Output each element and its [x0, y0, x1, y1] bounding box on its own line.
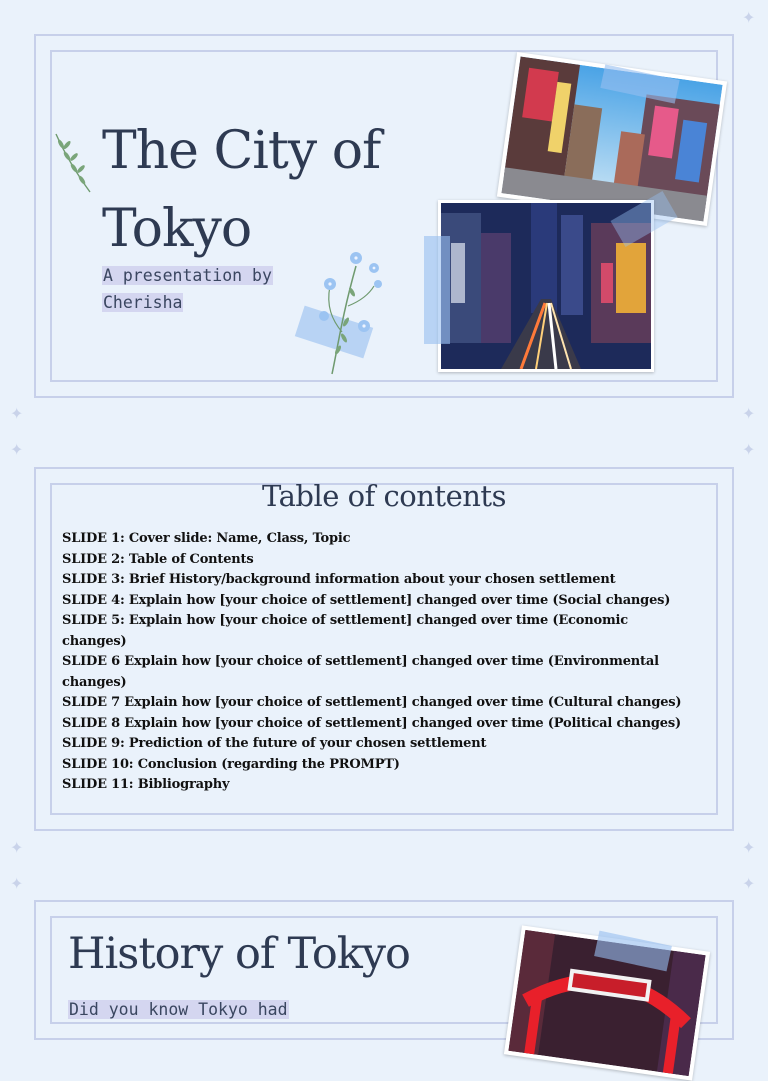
sparkle-icon: ✦	[10, 838, 24, 857]
tape-strip	[424, 236, 450, 344]
sparkle-icon: ✦	[10, 874, 24, 893]
toc-title: Table of contents	[262, 479, 506, 513]
leaf-sprig-icon	[52, 132, 94, 196]
list-item: SLIDE 3: Brief History/background information about your chosen settlement	[62, 572, 616, 587]
history-subtitle-text: Did you know Tokyo had	[69, 1000, 288, 1019]
subtitle-author: Cherisha	[103, 293, 183, 312]
blue-flower-icon	[308, 246, 388, 376]
toc-list	[62, 529, 682, 796]
list-item: SLIDE 4: Explain how [your choice of settlement] changed over time (Social changes)	[62, 592, 671, 608]
sparkle-icon: ✦	[742, 838, 756, 857]
sparkle-icon: ✦	[742, 8, 756, 27]
sparkle-icon: ✦	[742, 404, 756, 423]
history-slide[interactable]	[34, 900, 734, 1040]
sparkle-icon: ✦	[10, 404, 24, 423]
history-subtitle	[68, 998, 289, 1022]
list-item: SLIDE 7 Explain how [your choice of settlement] changed over time (Cultural changes)	[62, 695, 682, 710]
list-item: SLIDE 2: Table of Contents	[62, 551, 254, 567]
list-item: SLIDE 9: Prediction of the future of your chosen settlement	[62, 736, 487, 751]
history-title: History of Tokyo	[68, 929, 410, 979]
list-item: SLIDE 5: Explain how [your choice of settlement] changed over time (Economic changes)	[62, 613, 628, 649]
sparkle-icon: ✦	[742, 874, 756, 893]
list-item: SLIDE 8 Explain how [your choice of settlement] changed over time (Political changes)	[62, 715, 681, 731]
list-item: SLIDE 10: Conclusion (regarding the PROMPT)	[62, 756, 400, 772]
list-item: SLIDE 6 Explain how [your choice of settlement] changed over time (Environmental changes)	[62, 654, 659, 690]
sparkle-icon: ✦	[742, 440, 756, 459]
subtitle-line: A presentation by	[103, 266, 272, 285]
list-item: SLIDE 1: Cover slide: Name, Class, Topic	[62, 531, 351, 546]
cover-title: The City of Tokyo	[102, 121, 381, 259]
list-item: SLIDE 11: Bibliography	[62, 777, 230, 792]
sparkle-icon: ✦	[10, 440, 24, 459]
cover-subtitle	[102, 262, 332, 316]
cover-slide[interactable]	[34, 34, 734, 398]
table-of-contents-slide[interactable]	[34, 467, 734, 831]
